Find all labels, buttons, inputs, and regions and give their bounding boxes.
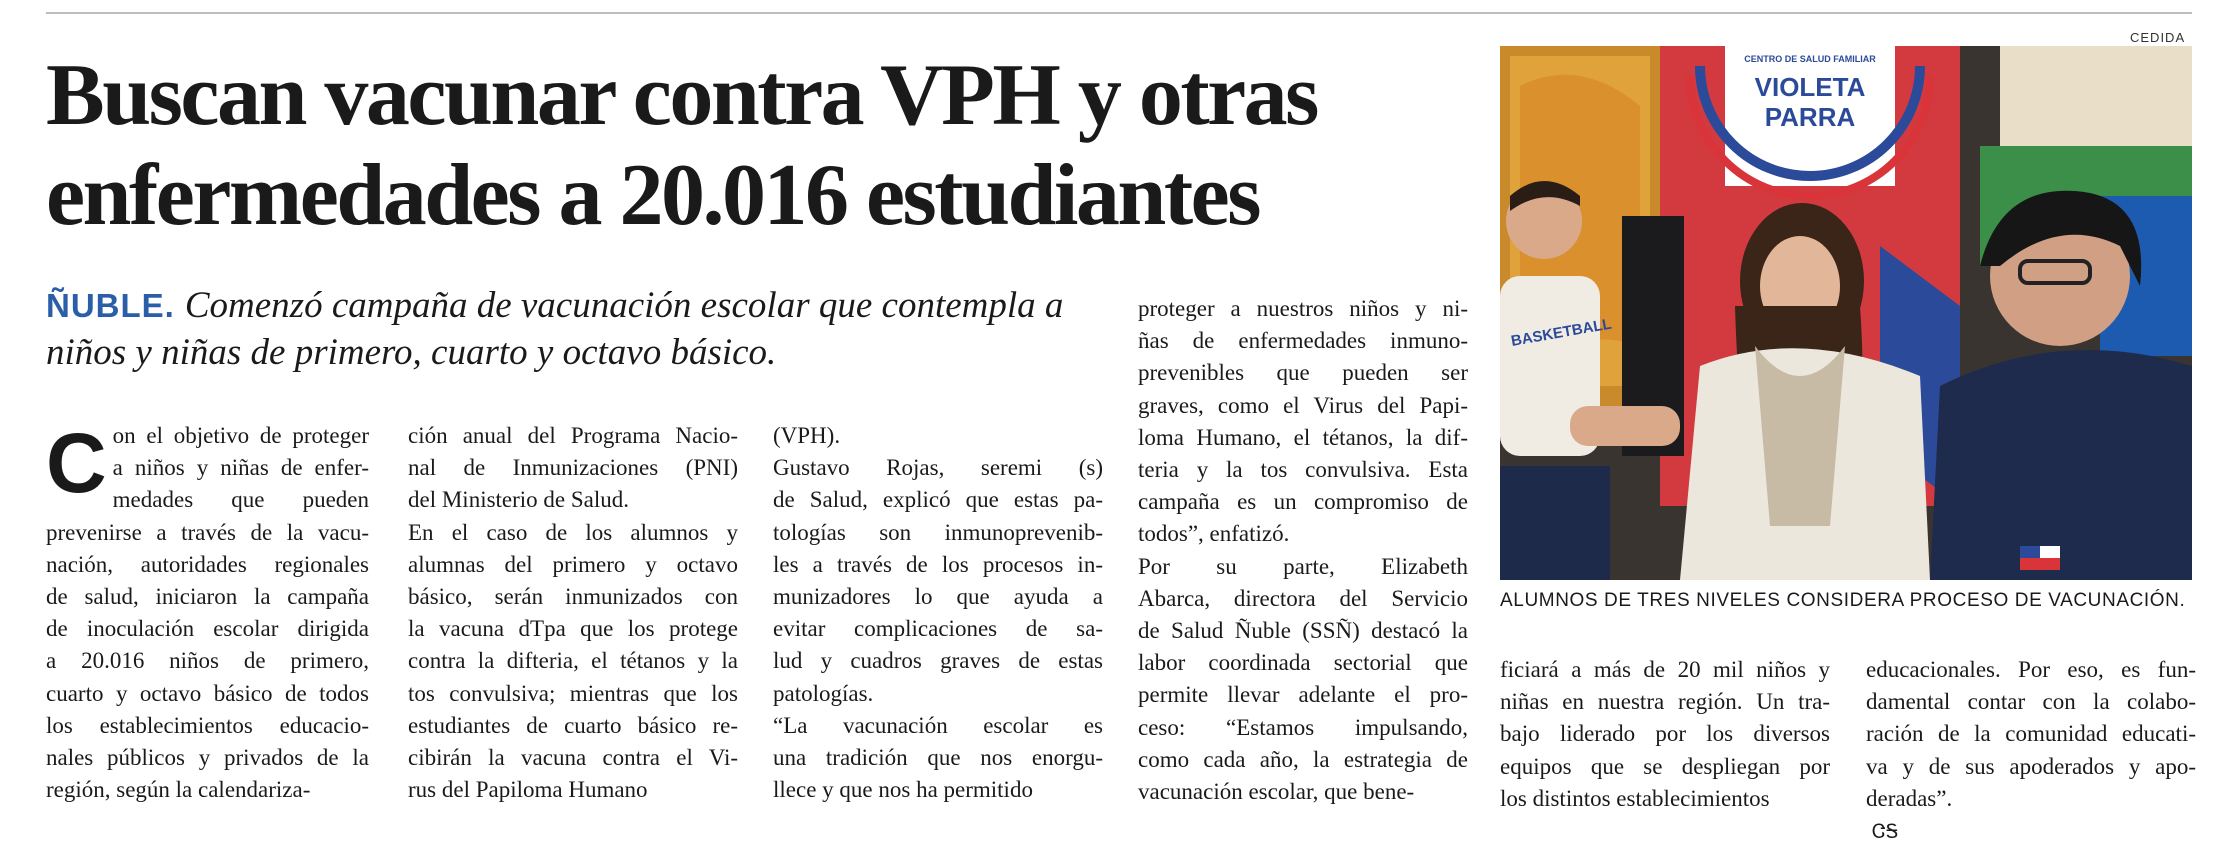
body-line: vacunación escolar, que bene- xyxy=(1138,779,1415,805)
body-line: loma Humano, el tétanos, la dif- xyxy=(1138,424,1468,450)
body-line: on el objetivo de proteger xyxy=(112,423,369,448)
body-line: los distintos establecimientos xyxy=(1500,785,1770,811)
body-line: les a través de los procesos in- xyxy=(773,551,1103,577)
body-line: ceso: “Estamos impulsando, xyxy=(1138,714,1468,740)
body-line: niñas en nuestra región. Un tra- xyxy=(1500,689,1830,715)
body-line: la vacuna dTpa que los protege xyxy=(408,616,738,642)
article-photo xyxy=(1500,46,2192,580)
body-line: como cada año, la estrategia de xyxy=(1138,746,1468,772)
lead-paragraph xyxy=(46,282,1126,376)
body-line: ficiará a más de 20 mil niños y xyxy=(1500,657,1830,682)
body-line: estudiantes de cuarto básico re- xyxy=(408,712,738,738)
body-column-2 xyxy=(408,420,738,806)
body-line: (VPH). xyxy=(773,423,841,448)
body-line: educacionales. Por eso, es fun- xyxy=(1866,657,2196,682)
column-lines xyxy=(1138,293,1468,808)
body-line: ñas de enfermedades inmuno- xyxy=(1138,328,1468,354)
body-line: una tradición que nos enorgu- xyxy=(773,745,1103,771)
body-column-1 xyxy=(46,416,369,806)
body-line: equipos que se despliegan por xyxy=(1500,753,1830,779)
drop-cap: C xyxy=(46,416,107,510)
body-line: ración de la comunidad educati- xyxy=(1866,721,2196,747)
body-line: de inoculación escolar dirigida xyxy=(46,616,369,642)
body-line: contra la difteria, el tétanos y la xyxy=(408,648,738,674)
body-line: de Salud, explicó que estas pa- xyxy=(773,487,1103,513)
body-column-5 xyxy=(1500,654,1830,815)
column-lines xyxy=(1500,654,1830,815)
body-line: bajo liderado por los diversos xyxy=(1500,721,1830,747)
top-rule xyxy=(46,12,2192,14)
body-line: deradas”. xyxy=(1866,785,1953,811)
body-column-3 xyxy=(773,420,1103,806)
end-mark: ᏣᎦ xyxy=(1872,819,1899,844)
column-lines xyxy=(773,420,1103,806)
body-line: permite llevar adelante el pro- xyxy=(1138,682,1468,708)
body-line: Gustavo Rojas, seremi (s) xyxy=(773,455,1103,481)
body-column-4 xyxy=(1138,293,1468,808)
body-line: cuarto y octavo básico de todos xyxy=(46,680,369,706)
body-line: del Ministerio de Salud. xyxy=(408,487,630,513)
body-line: campaña es un compromiso de xyxy=(1138,489,1468,515)
body-line: En el caso de los alumnos y xyxy=(408,519,738,545)
body-line: evitar complicaciones de sa- xyxy=(773,616,1103,642)
body-line: patologías. xyxy=(773,680,874,706)
body-line: todos”, enfatizó. xyxy=(1138,521,1290,547)
body-line: nal de Inmunizaciones (PNI) xyxy=(408,455,738,481)
headline-line-1: Buscan vacunar contra VPH y otras xyxy=(46,47,1317,144)
headline xyxy=(46,46,1486,246)
photo-caption: ALUMNOS DE TRES NIVELES CONSIDERA PROCESO DE VACUNACIÓN. xyxy=(1500,590,2186,611)
body-line: labor coordinada sectorial que xyxy=(1138,650,1468,676)
body-line: de salud, iniciaron la campaña xyxy=(46,584,369,610)
body-line: Abarca, directora del Servicio xyxy=(1138,585,1468,611)
column-lines xyxy=(1866,654,2196,847)
body-line: va y de sus apoderados y apo- xyxy=(1866,753,2196,779)
body-line: teria y la tos convulsiva. Esta xyxy=(1138,457,1468,483)
lead-text: Comenzó campaña de vacunación escolar que contempla a niños y niñas de primero, cuarto y octavo básico. xyxy=(46,285,1064,373)
body-line: medades que pueden xyxy=(112,487,369,513)
photo-credit: CEDIDA xyxy=(2130,30,2186,45)
body-line: rus del Papiloma Humano xyxy=(408,777,648,803)
body-line: Por su parte, Elizabeth xyxy=(1138,553,1468,579)
body-line: básico, serán inmunizados con xyxy=(408,584,738,610)
body-line: prevenirse a través de la vacu- xyxy=(46,519,369,545)
column-lines xyxy=(408,420,738,806)
body-line: cibirán la vacuna contra el Vi- xyxy=(408,745,738,771)
body-line: prevenibles que pueden ser xyxy=(1138,360,1468,386)
body-line: tologías son inmunoprevenib- xyxy=(773,519,1103,545)
body-line: tos convulsiva; mientras que los xyxy=(408,680,738,706)
body-line: ción anual del Programa Nacio- xyxy=(408,423,738,448)
body-line: proteger a nuestros niños y ni- xyxy=(1138,296,1468,321)
body-line: región, según la calendariza- xyxy=(46,777,311,803)
shirt-text: BASKETBALL xyxy=(1509,315,1613,350)
body-line: a niños y niñas de enfer- xyxy=(112,455,369,481)
body-line: nales públicos y privados de la xyxy=(46,745,369,771)
body-line: los establecimientos educacio- xyxy=(46,712,369,738)
body-line: nación, autoridades regionales xyxy=(46,551,369,577)
body-line: damental contar con la colabo- xyxy=(1866,689,2196,715)
sign-line-2: PARRA xyxy=(1764,102,1856,132)
body-line: a 20.016 niños de primero, xyxy=(46,648,369,674)
photo-illustration xyxy=(1500,46,2192,580)
body-line: de Salud Ñuble (SSÑ) destacó la xyxy=(1138,618,1468,644)
headline-line-2: enfermedades a 20.016 estudiantes xyxy=(46,147,1259,244)
body-line: lud y cuadros graves de estas xyxy=(773,648,1103,674)
sign-top-text: CENTRO DE SALUD FAMILIAR xyxy=(1744,54,1876,64)
lead-kicker: ÑUBLE. xyxy=(46,287,175,324)
body-line: graves, como el Virus del Papi- xyxy=(1138,392,1468,418)
sign-line-1: VIOLETA xyxy=(1754,72,1866,102)
body-line: munizadores lo que ayuda a xyxy=(773,584,1103,610)
body-column-6 xyxy=(1866,654,2196,847)
body-line: alumnas del primero y octavo xyxy=(408,551,738,577)
body-line: “La vacunación escolar es xyxy=(773,712,1103,738)
body-line: llece y que nos ha permitido xyxy=(773,777,1033,803)
